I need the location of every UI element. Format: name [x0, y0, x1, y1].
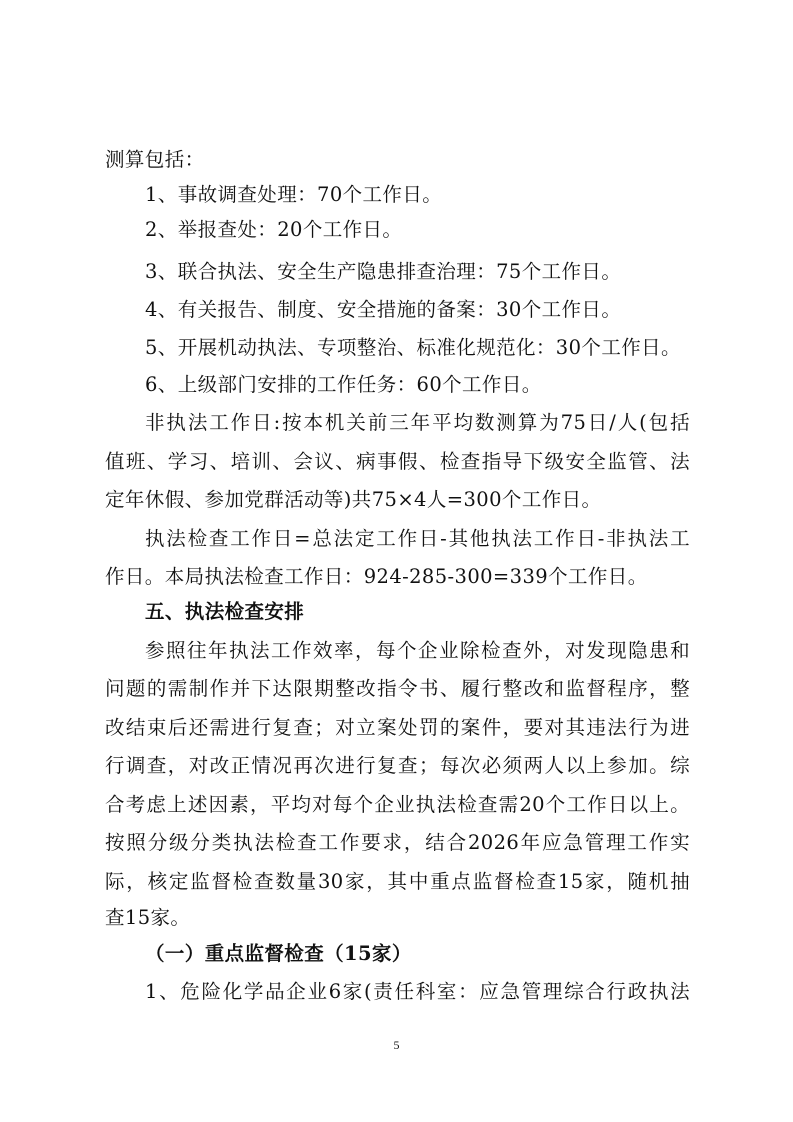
section-heading: 五、执法检查安排 [145, 600, 305, 623]
subsection-heading: （一）重点监督检查（15家） [145, 942, 412, 965]
paragraph-line: 合考虑上述因素，平均对每个企业执法检查需20个工作日以上。 [105, 793, 690, 816]
paragraph-line: 执法检查工作日=总法定工作日-其他执法工作日-非执法工 [145, 527, 690, 550]
list-item: 5、开展机动执法、专项整治、标准化规范化：30个工作日。 [145, 336, 681, 359]
paragraph-line: 查15家。 [105, 906, 191, 929]
list-item: 1、危险化学品企业6家(责任科室：应急管理综合行政执法 [145, 980, 690, 1003]
paragraph-line: 行调查，对改正情况再次进行复查；每次必须两人以上参加。综 [105, 754, 690, 777]
list-item: 1、事故调查处理：70个工作日。 [145, 183, 443, 206]
list-item: 4、有关报告、制度、安全措施的备案：30个工作日。 [145, 298, 622, 321]
paragraph-line: 按照分级分类执法检查工作要求，结合2026年应急管理工作实 [105, 831, 690, 854]
paragraph-line: 测算包括： [105, 148, 205, 171]
list-item: 6、上级部门安排的工作任务：60个工作日。 [145, 373, 542, 396]
paragraph-line: 作日。本局执法检查工作日：924-285-300=339个工作日。 [105, 565, 648, 588]
paragraph-line: 非执法工作日:按本机关前三年平均数测算为75日/人(包括 [145, 411, 690, 434]
paragraph-line: 际，核定监督检查数量30家，其中重点监督检查15家，随机抽 [105, 870, 690, 893]
list-item: 3、联合执法、安全生产隐患排查治理：75个工作日。 [145, 260, 622, 283]
paragraph-line: 值班、学习、培训、会议、病事假、检查指导下级安全监管、法 [105, 450, 690, 473]
paragraph-line: 改结束后还需进行复查；对立案处罚的案件，要对其违法行为进 [105, 716, 690, 739]
paragraph-line: 定年休假、参加党群活动等)共75×4人=300个工作日。 [105, 488, 602, 511]
page-number: 5 [393, 1038, 400, 1052]
paragraph-line: 参照往年执法工作效率，每个企业除检查外，对发现隐患和 [145, 639, 690, 662]
list-item: 2、举报查处：20个工作日。 [145, 218, 403, 241]
paragraph-line: 问题的需制作并下达限期整改指令书、履行整改和监督程序，整 [105, 677, 690, 700]
